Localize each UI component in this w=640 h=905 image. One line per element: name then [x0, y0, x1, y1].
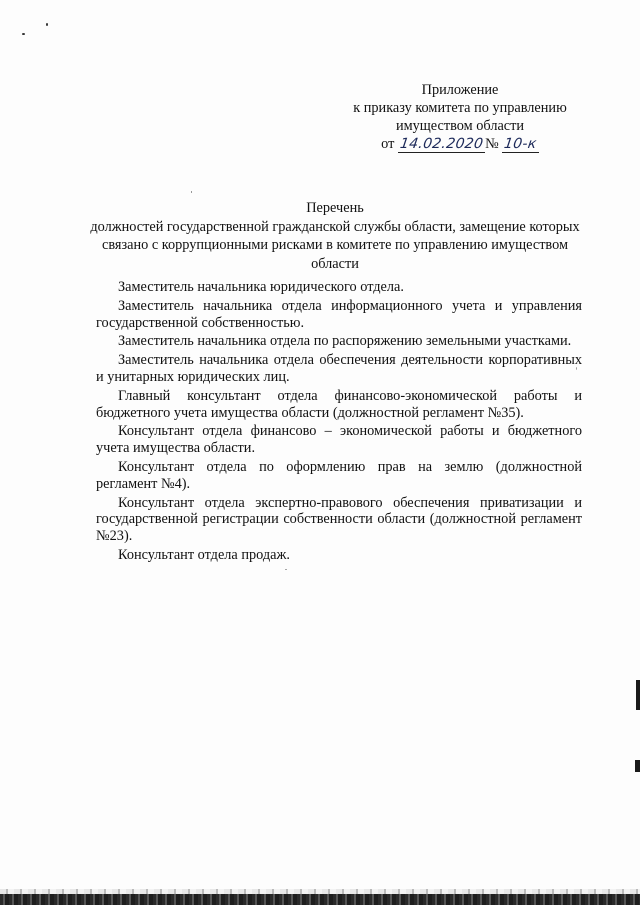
- positions-list: [96, 279, 582, 566]
- scan-speck: [22, 33, 25, 35]
- position-item: Заместитель начальника юридического отдела.: [118, 279, 404, 295]
- appendix-date-line: [340, 135, 580, 153]
- date-field: [398, 136, 485, 153]
- position-item: Консультант отдела продаж.: [118, 546, 290, 563]
- handwritten-number: 10-к: [503, 136, 538, 152]
- position-item: Консультант отдела финансово – экономической работы и бюджетного учета имущества области.: [96, 423, 582, 457]
- scan-speck: [191, 191, 192, 193]
- position-item: Консультант отдела экспертно-правового обеспечения приватизации и государственной регистрации собственности области (должностной регламент №23).: [96, 494, 582, 545]
- appendix-title: Приложение: [421, 82, 499, 98]
- handwritten-date: 14.02.2020: [398, 136, 485, 152]
- position-item: Главный консультант отдела финансово-экономической работы и бюджетного учета имущества области (должностной регламент №35).: [96, 387, 582, 421]
- number-field: [502, 136, 539, 153]
- appendix-committee: имуществом области: [395, 118, 525, 134]
- document-heading: Перечень: [306, 200, 364, 216]
- document-title-block: [90, 199, 580, 273]
- position-item: Заместитель начальника отдела обеспечения деятельности корпоративных и унитарных юридических лиц.: [96, 352, 582, 385]
- appendix-order-ref: к приказу комитета по управлению: [353, 100, 567, 116]
- number-prefix: №: [485, 136, 499, 152]
- appendix-header: [340, 81, 580, 153]
- scan-speck: [46, 23, 48, 26]
- document-subtitle: должностей государственной гражданской службы области, замещение которых связано с коррупционными рисками в комитете по управлению имуществом области: [90, 218, 580, 272]
- scan-speck: [285, 569, 287, 570]
- scan-edge-mark: [636, 680, 640, 710]
- position-item: Заместитель начальника отдела информационного учета и управления государственной собственностью.: [96, 297, 582, 331]
- position-item: Заместитель начальника отдела по распоряжению земельными участками.: [118, 333, 572, 350]
- scan-edge-mark: [635, 760, 640, 772]
- scan-bottom-edge: [0, 889, 640, 905]
- position-item: Консультант отдела по оформлению прав на землю (должностной регламент №4).: [96, 458, 582, 492]
- date-prefix: от: [381, 136, 395, 152]
